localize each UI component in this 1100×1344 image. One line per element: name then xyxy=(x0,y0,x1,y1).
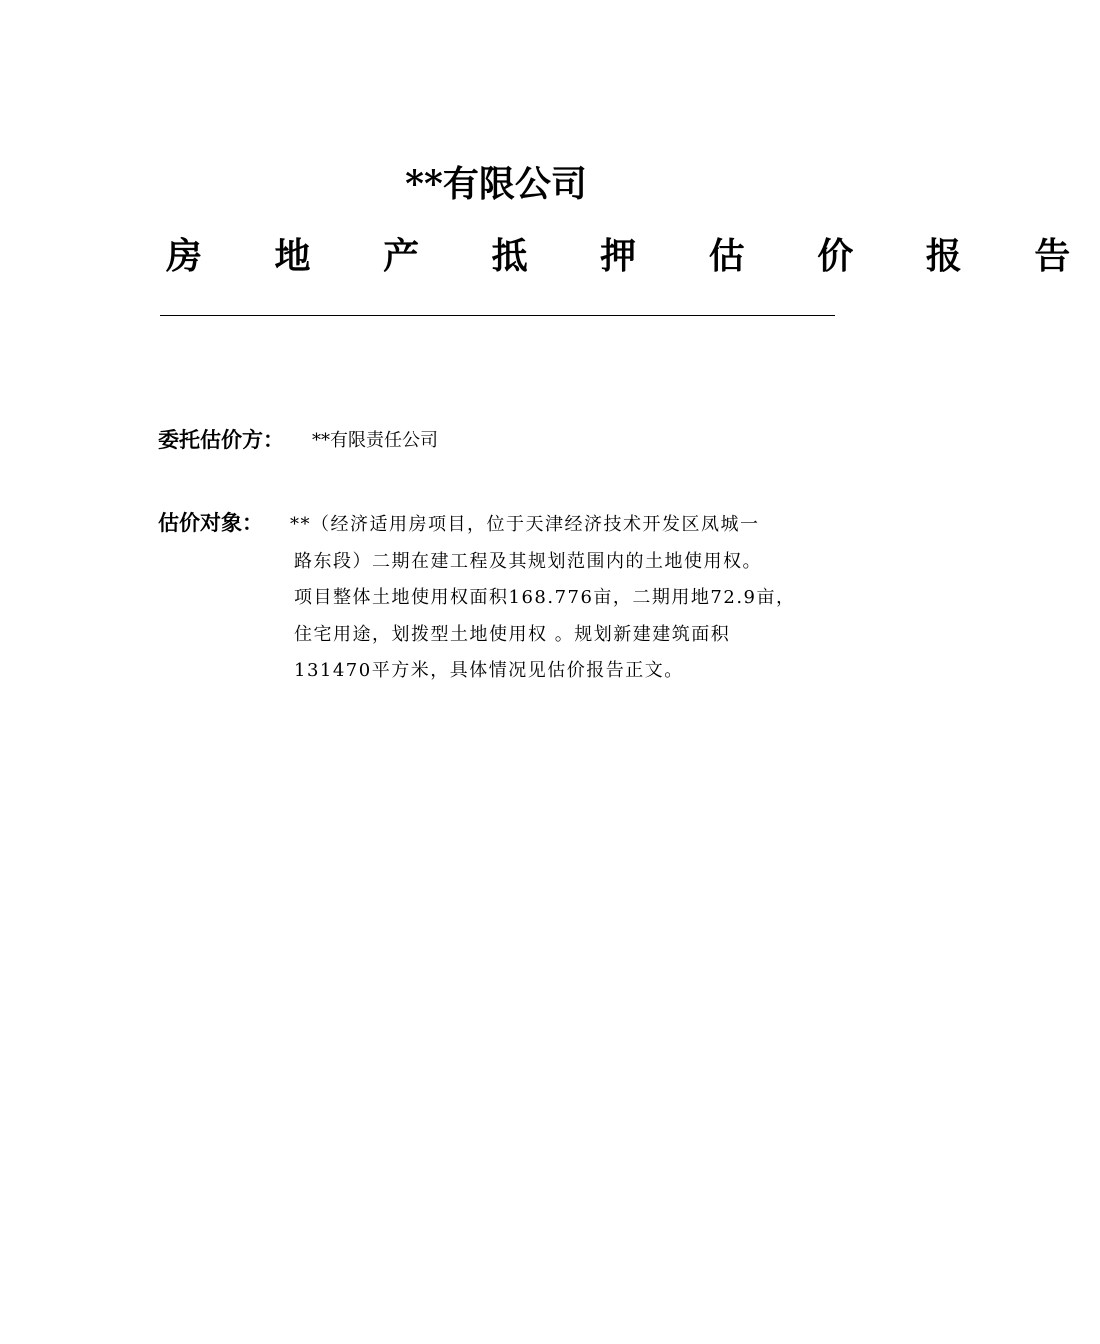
company-name: **有限公司 xyxy=(405,163,587,205)
valuation-object-label: 估价对象： xyxy=(158,510,263,535)
valuation-object-line: 项目整体土地使用权面积168.776亩，二期用地72.9亩， xyxy=(294,587,796,608)
valuation-object-line: 路东段）二期在建工程及其规划范围内的土地使用权。 xyxy=(294,550,762,572)
valuation-object-text xyxy=(290,507,796,690)
report-title: 房 地 产 抵 押 估 价 报 告 xyxy=(166,235,1100,277)
valuation-object-line: **（经济适用房项目，位于天津经济技术开发区凤城一 xyxy=(290,514,760,535)
client-label: 委托估价方： xyxy=(158,427,284,452)
title-divider xyxy=(160,315,835,316)
client-value: **有限责任公司 xyxy=(312,430,438,451)
valuation-object-line: 住宅用途，划拨型土地使用权 。规划新建建筑面积 xyxy=(294,623,731,645)
valuation-object-line: 131470平方米，具体情况见估价报告正文。 xyxy=(294,660,684,681)
